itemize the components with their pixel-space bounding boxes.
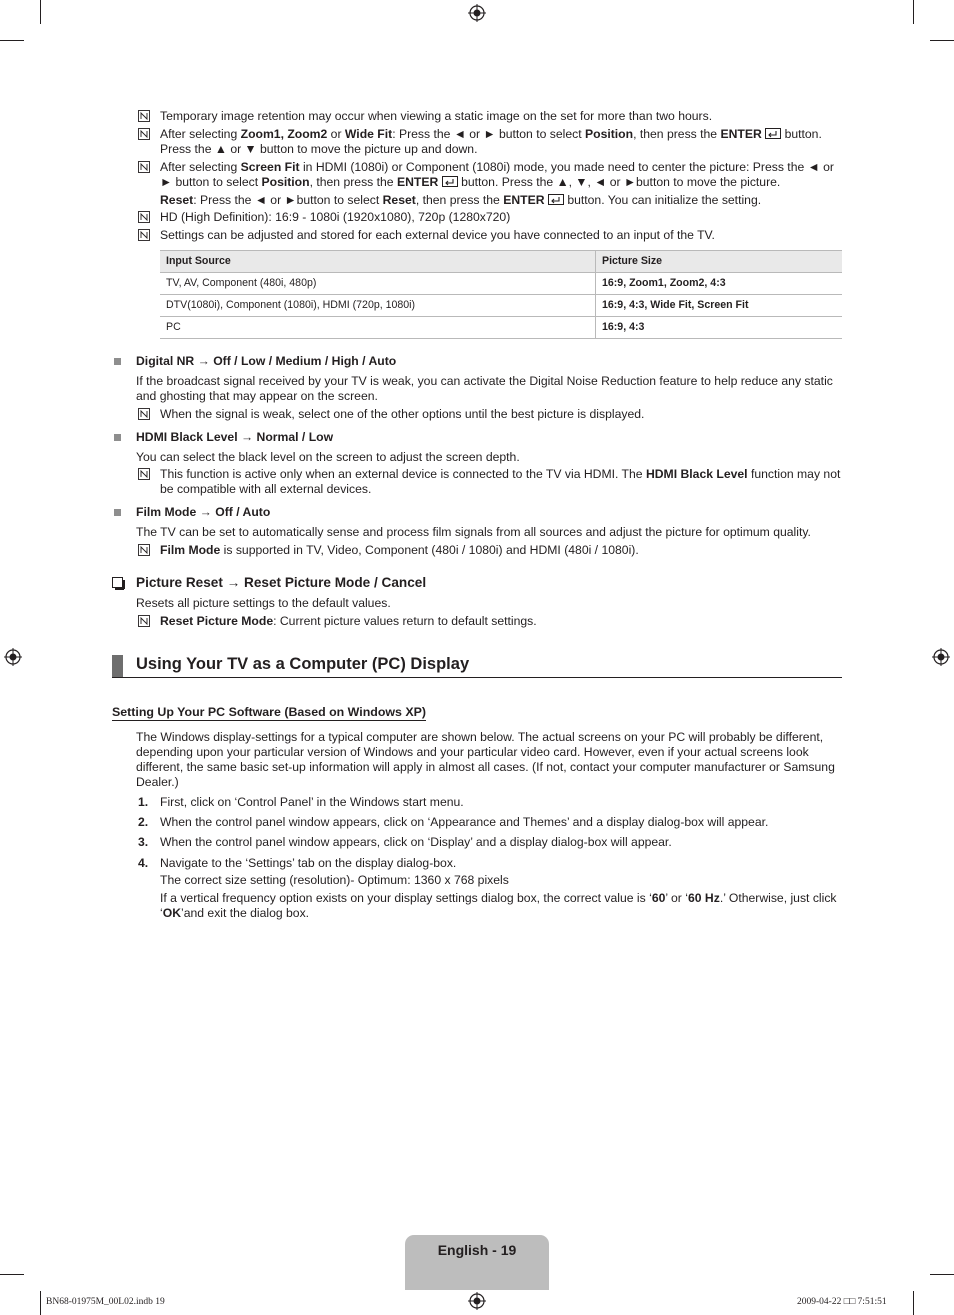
enter-icon: [548, 194, 564, 205]
crop-mark: [913, 0, 914, 24]
bullet-square-icon: [114, 434, 121, 441]
table-cell: 16:9, 4:3: [596, 317, 843, 339]
table-cell: PC: [160, 317, 596, 339]
note-hd: [138, 210, 843, 225]
note-text: Reset Picture Mode: Current picture values return to default settings.: [160, 614, 537, 628]
note-text: This function is active only when an external device is connected to the TV via HDMI. The HDMI Black Level function may not be compatible with all external devices.: [160, 467, 841, 496]
crop-mark: [930, 1274, 954, 1275]
note-icon: [138, 229, 150, 241]
film-mode-body: The TV can be set to automatically sense and process film signals from all sources and adjust the picture for optimum quality.: [136, 525, 811, 539]
crop-mark: [40, 1291, 41, 1315]
film-mode-heading: Film Mode → Off / Auto: [136, 505, 271, 519]
picture-reset-heading: Picture Reset → Reset Picture Mode / Cancel: [136, 575, 427, 590]
table-cell: 16:9, Zoom1, Zoom2, 4:3: [596, 273, 843, 295]
note-digital-nr: [138, 407, 843, 422]
note-picture-reset: [138, 614, 843, 629]
note-zoom-position: [138, 127, 843, 157]
bullet-square-icon: [114, 509, 121, 516]
list-item: 2. When the control panel window appears, click on ‘Appearance and Themes’ and a display dialog-box will appear.: [138, 815, 769, 829]
note-icon: [138, 468, 150, 480]
registration-mark-icon: [468, 4, 486, 22]
crop-mark: [0, 40, 24, 41]
list-item: 1. First, click on ‘Control Panel’ in the Windows start menu.: [138, 795, 464, 809]
note-icon: [138, 408, 150, 420]
table-cell: 16:9, 4:3, Wide Fit, Screen Fit: [596, 295, 843, 317]
table-cell: TV, AV, Component (480i, 480p): [160, 273, 596, 295]
table-row: [160, 295, 842, 317]
note-text: After selecting Screen Fit in HDMI (1080i) or Component (1080i) mode, you made need to center the picture: Press the ◄ or ► button to select Position, then press the ENTER button. Press the ▲, ▼, ◄ or ►button to move the picture.: [160, 160, 834, 189]
page-number-tab: [405, 1235, 549, 1290]
crop-mark: [930, 40, 954, 41]
note-text: Film Mode is supported in TV, Video, Component (480i / 1080i) and HDMI (480i / 1080i).: [160, 543, 639, 557]
digital-nr-body: If the broadcast signal received by your TV is weak, you can activate the Digital Noise Reduction feature to help reduce any static and ghosting that may appear on the screen.: [136, 374, 833, 403]
note-icon: [138, 211, 150, 223]
file-info: BN68-01975M_00L02.indb 19: [46, 1297, 165, 1307]
hdmi-black-heading: HDMI Black Level → Normal / Low: [136, 430, 334, 444]
note-film-mode: [138, 543, 843, 558]
note-icon: [138, 110, 150, 122]
table-header-row: [160, 251, 842, 273]
checkbox-bullet-icon: [112, 577, 123, 588]
section-rule: [112, 677, 842, 678]
date-info: 2009-04-22 □□ 7:51:51: [797, 1297, 887, 1307]
note-hdmi-black: [138, 467, 843, 497]
digital-nr-heading: Digital NR → Off / Low / Medium / High / Auto: [136, 354, 397, 368]
note-text: Settings can be adjusted and stored for each external device you have connected to an input of the TV.: [160, 228, 715, 242]
table-header: Picture Size: [596, 251, 843, 273]
note-icon: [138, 128, 150, 140]
picture-reset-body: Resets all picture settings to the default values.: [136, 596, 391, 610]
step4-frequency: If a vertical frequency option exists on your display settings dialog box, the correct value is ‘60’ or ‘60 Hz.’ Otherwise, just click ‘OK’and exit the dialog box.: [160, 891, 837, 920]
setup-steps: [136, 795, 842, 921]
table-row: [160, 273, 842, 295]
note-screen-fit: [138, 160, 843, 208]
table-header: Input Source: [160, 251, 596, 273]
pc-intro: The Windows display-settings for a typical computer are shown below. The actual screens on your PC will probably be different, depending upon your particular version of Windows and your particular video card. However, even if your actual screens look different, the same basic set-up information will apply in almost all cases. (If not, contact your computer manufacturer or Samsung Dealer.): [136, 730, 835, 789]
hdmi-black-body: You can select the black level on the screen to adjust the screen depth.: [136, 450, 520, 464]
enter-icon: [765, 128, 781, 139]
crop-mark: [913, 1291, 914, 1315]
page-label: English - 19: [437, 1242, 517, 1258]
subsection-title: Setting Up Your PC Software (Based on Windows XP): [112, 705, 427, 719]
note-icon: [138, 544, 150, 556]
registration-mark-icon: [468, 1292, 486, 1310]
crop-mark: [0, 1274, 24, 1275]
table-row: [160, 317, 842, 339]
section-title: Using Your TV as a Computer (PC) Display: [136, 655, 470, 673]
note-reset-line: Reset: Press the ◄ or ►button to select Reset, then press the ENTER button. You can initialize the setting.: [160, 193, 762, 207]
bullet-square-icon: [114, 358, 121, 365]
note-text: When the signal is weak, select one of the other options until the best picture is displayed.: [160, 407, 645, 421]
note-icon: [138, 161, 150, 173]
registration-mark-icon: [932, 648, 950, 666]
registration-mark-icon: [4, 648, 22, 666]
table-cell: DTV(1080i), Component (1080i), HDMI (720p, 1080i): [160, 295, 596, 317]
note-text: Temporary image retention may occur when viewing a static image on the set for more than two hours.: [160, 109, 713, 123]
note-icon: [138, 615, 150, 627]
list-item: 3. When the control panel window appears, click on ‘Display’ and a display dialog-box will appear.: [138, 835, 672, 849]
input-source-table: [160, 250, 842, 339]
section-bar: [112, 655, 123, 677]
crop-mark: [40, 0, 41, 24]
note-text: HD (High Definition): 16:9 - 1080i (1920x1080), 720p (1280x720): [160, 210, 511, 224]
note-image-retention: [138, 109, 843, 124]
enter-icon: [442, 176, 458, 187]
step4-resolution: The correct size setting (resolution)- Optimum: 1360 x 768 pixels: [160, 873, 509, 887]
list-item: 4. Navigate to the ‘Settings’ tab on the display dialog-box. The correct size setting (resolution)- Optimum: 1360 x 768 pixels If a vertical frequency option exists on your display settings dialog box, the correct value is ‘60’ or ‘60 Hz.’ Otherwise, just click ‘OK’and exit the dialog box.: [136, 856, 842, 921]
note-text: After selecting Zoom1, Zoom2 or Wide Fit: Press the ◄ or ► button to select Position, then press the ENTER button. Press the ▲ or ▼ button to move the picture up and down.: [160, 127, 822, 156]
note-settings-stored: [138, 228, 843, 243]
